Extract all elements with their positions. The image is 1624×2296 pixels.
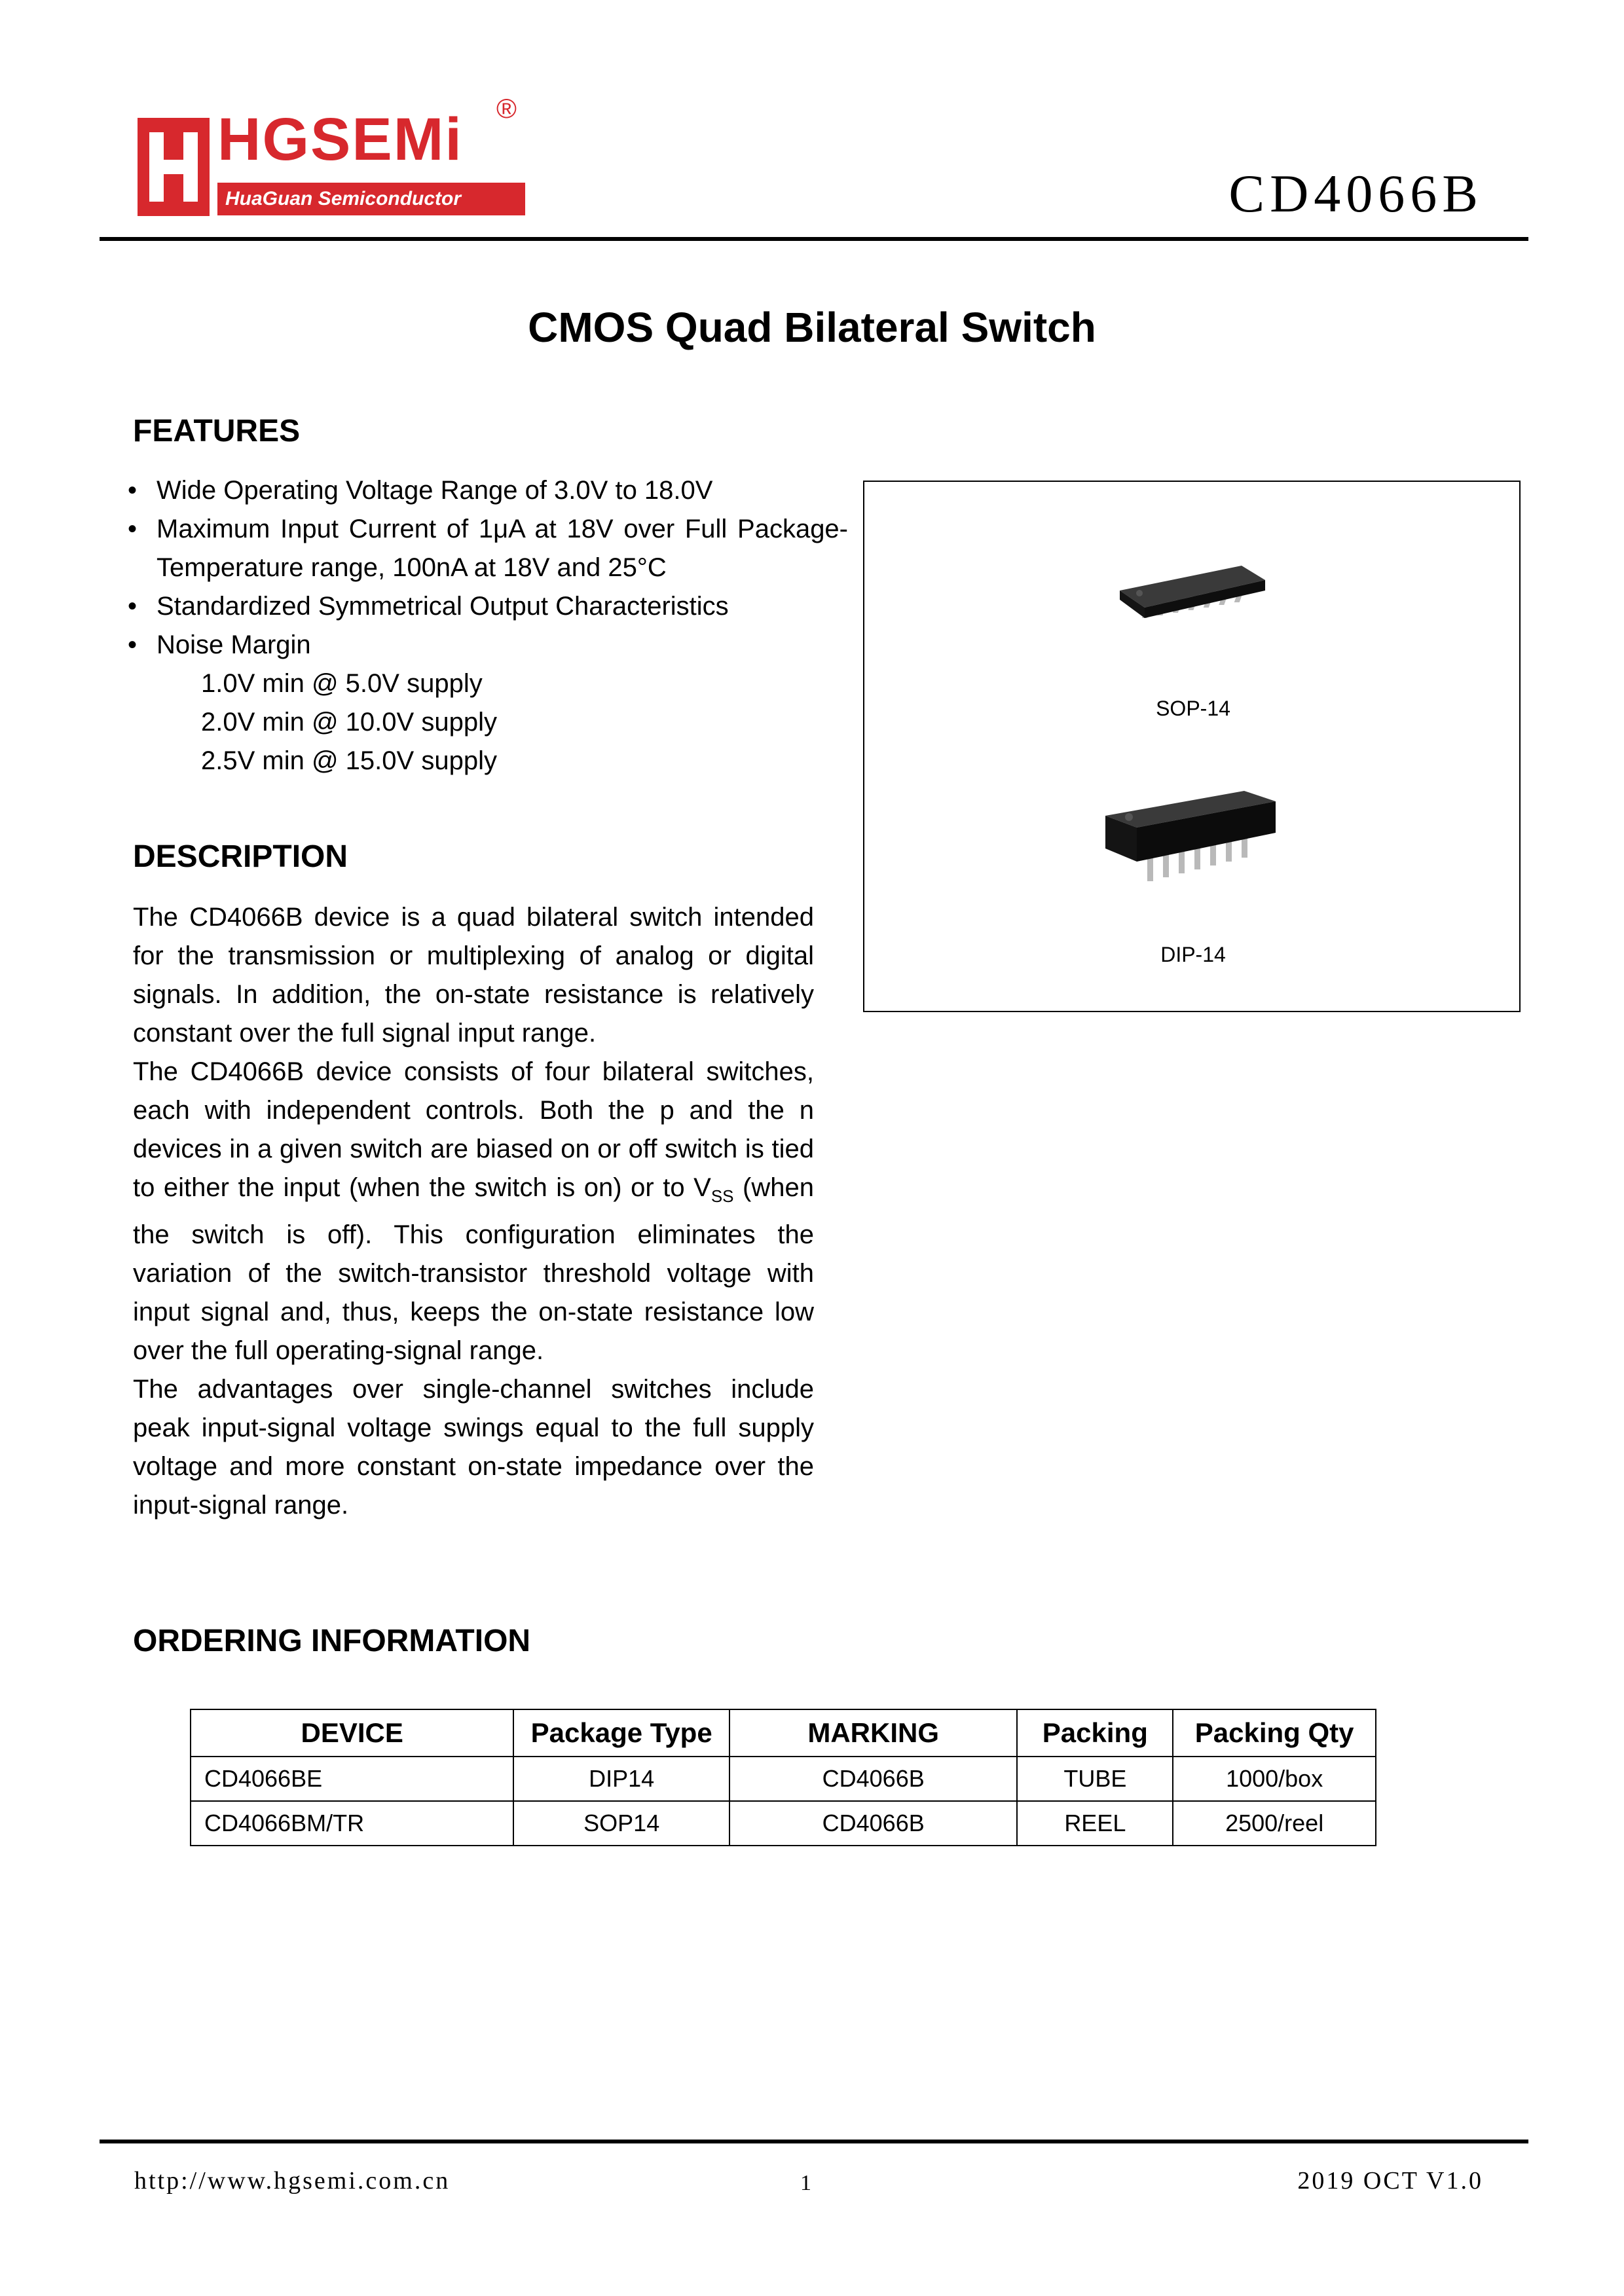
table-cell: SOP14 (513, 1801, 729, 1846)
company-logo (138, 95, 530, 226)
part-number: CD4066B (1228, 164, 1483, 223)
features-heading: FEATURES (133, 414, 301, 448)
noise-margin-item: 1.0V min @ 5.0V supply (201, 669, 483, 698)
footer-divider (100, 2140, 1528, 2143)
footer-version: 2019 OCT V1.0 (1297, 2167, 1483, 2195)
column-header: Packing (1017, 1709, 1173, 1757)
table-cell: CD4066BM/TR (191, 1801, 513, 1846)
description-paragraph: The advantages over single-channel switches include peak input-signal voltage swings equal to the full supply voltage and more constant on-state impedance over the input-signal range. (133, 1375, 814, 1520)
table-cell: CD4066B (729, 1757, 1017, 1801)
sop14-package-icon (1113, 560, 1283, 632)
table-cell: DIP14 (513, 1757, 729, 1801)
noise-margin-list (128, 665, 848, 780)
ordering-heading: ORDERING INFORMATION (133, 1624, 531, 1658)
feature-item: • Noise Margin (128, 630, 311, 659)
page-number: 1 (800, 2171, 813, 2195)
feature-item: • Wide Operating Voltage Range of 3.0V to 18.0V (128, 476, 713, 505)
column-header: Package Type (513, 1709, 729, 1757)
table-cell: TUBE (1017, 1757, 1173, 1801)
brand-subtitle: HuaGuan Semiconductor (217, 183, 525, 215)
package-images-box (863, 481, 1521, 1012)
table-row (191, 1757, 1376, 1801)
description-body (133, 898, 814, 1525)
column-header: Packing Qty (1173, 1709, 1376, 1757)
column-header: DEVICE (191, 1709, 513, 1757)
hg-logo-mark-icon (138, 118, 210, 216)
feature-item: • Maximum Input Current of 1μA at 18V over Full Package-Temperature range, 100nA at 18V and 25°C (128, 515, 848, 582)
description-paragraph: The CD4066B device is a quad bilateral switch intended for the transmission or multiplexing of analog or digital signals. In addition, the on-state resistance is relatively constant over the full signal input range. (133, 903, 814, 1048)
features-list (128, 471, 848, 780)
sop14-label: SOP-14 (1156, 697, 1230, 720)
table-cell: 2500/reel (1173, 1801, 1376, 1846)
noise-margin-item: 2.0V min @ 10.0V supply (201, 708, 497, 737)
table-cell: 1000/box (1173, 1757, 1376, 1801)
brand-name: HGSEMi (217, 106, 463, 173)
table-cell: REEL (1017, 1801, 1173, 1846)
table-header-row (191, 1709, 1376, 1757)
dip14-package-icon (1100, 790, 1283, 894)
dip14-label: DIP-14 (1160, 943, 1226, 966)
column-header: MARKING (729, 1709, 1017, 1757)
noise-margin-item: 2.5V min @ 15.0V supply (201, 746, 497, 775)
document-title: CMOS Quad Bilateral Switch (528, 304, 1096, 351)
footer-url[interactable]: http://www.hgsemi.com.cn (134, 2167, 451, 2195)
table-cell: CD4066B (729, 1801, 1017, 1846)
registered-mark: ® (496, 93, 517, 124)
ordering-table (190, 1709, 1376, 1846)
header-divider (100, 237, 1528, 241)
table-row (191, 1801, 1376, 1846)
table-cell: CD4066BE (191, 1757, 513, 1801)
description-paragraph: The CD4066B device consists of four bilateral switches, each with independent controls. Both the p and the n devices in a given switch are biased on or off switch is tied to either the input (when the switch is on) or to $V_{SS}$ (when the switch is off). This configuration eliminates the variation of the switch-transistor threshold voltage with input signal and, thus, keeps the on-state resistance low over the full operating-signal range. (133, 1057, 814, 1365)
feature-item: • Standardized Symmetrical Output Characteristics (128, 592, 729, 621)
description-heading: DESCRIPTION (133, 839, 348, 874)
